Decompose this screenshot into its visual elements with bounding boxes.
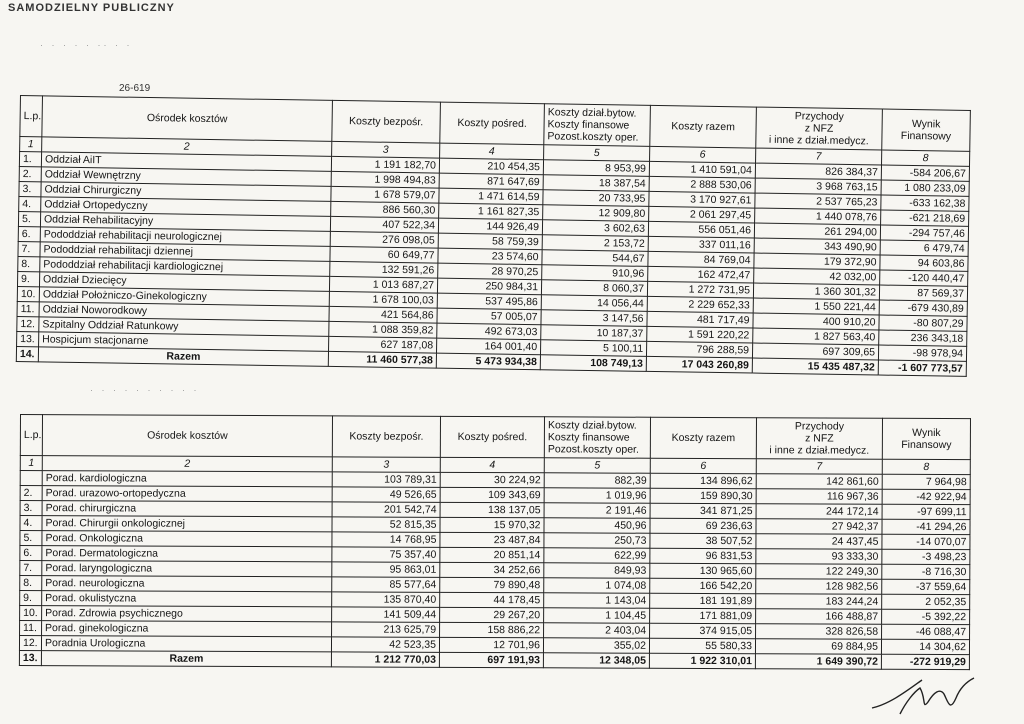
cost-center-cell: Razem bbox=[38, 347, 328, 367]
total-costs-cell: 556 051,46 bbox=[648, 221, 754, 238]
indirect-costs-header: Koszty pośred. bbox=[440, 102, 545, 145]
table-body bbox=[19, 456, 970, 670]
cost-center-cell: Porad. Dermatologiczna bbox=[42, 546, 332, 562]
direct-costs-cell: 132 591,26 bbox=[330, 261, 438, 278]
lp-cell: 6. bbox=[18, 226, 40, 241]
direct-costs-cell: 627 187,08 bbox=[329, 336, 437, 353]
revenue-cell: 42 032,00 bbox=[754, 268, 880, 285]
indirect-costs-cell: 34 252,66 bbox=[440, 562, 544, 577]
revenue-header-line2: z NFZ bbox=[804, 122, 834, 135]
result-cell: 94 603,86 bbox=[880, 255, 968, 271]
indirect-costs-cell: 158 886,22 bbox=[440, 622, 544, 637]
column-index-cell: 4 bbox=[440, 143, 544, 160]
cost-center-cell: Porad. okulistyczna bbox=[42, 591, 332, 607]
result-cell: -14 070,07 bbox=[882, 534, 970, 549]
direct-costs-header: Koszty bezpośr. bbox=[332, 100, 441, 143]
cost-center-cell: Poradnia Urologiczna bbox=[41, 636, 331, 652]
result-cell: -294 757,46 bbox=[880, 225, 968, 241]
revenue-cell: 15 435 487,32 bbox=[752, 358, 878, 375]
total-costs-cell: 17 043 260,89 bbox=[646, 356, 752, 373]
revenue-cell: 116 967,36 bbox=[756, 489, 882, 505]
column-index-cell: 6 bbox=[650, 458, 756, 473]
cost-center-cell: Porad. neurologiczna bbox=[42, 576, 332, 592]
other-costs-header-line2: Koszty finansowe bbox=[547, 431, 630, 444]
cost-center-cell: Oddział Ortopedyczny bbox=[41, 197, 331, 217]
column-index-cell: 1 bbox=[20, 137, 42, 152]
other-costs-cell: 2 403,04 bbox=[544, 623, 650, 638]
lp-cell: 3. bbox=[20, 501, 42, 516]
total-costs-cell: 796 288,59 bbox=[646, 341, 752, 358]
direct-costs-cell: 103 789,31 bbox=[332, 472, 440, 487]
lp-cell: 9. bbox=[20, 591, 42, 606]
other-costs-cell: 450,96 bbox=[544, 518, 650, 533]
other-costs-header-line2: Koszty finansowe bbox=[547, 118, 630, 132]
total-costs-cell: 374 915,05 bbox=[650, 623, 756, 638]
revenue-cell: 1 827 563,40 bbox=[753, 328, 879, 345]
other-costs-header bbox=[544, 104, 651, 147]
indirect-costs-cell: 697 191,93 bbox=[439, 652, 543, 667]
other-costs-cell: 8 953,99 bbox=[543, 160, 649, 177]
cost-center-cell: Porad. laryngologiczna bbox=[42, 561, 332, 577]
direct-costs-cell: 1 678 579,07 bbox=[331, 186, 439, 203]
revenue-cell: 2 537 765,23 bbox=[755, 193, 881, 210]
other-costs-cell: 1 143,04 bbox=[544, 593, 650, 608]
revenue-cell: 128 982,56 bbox=[756, 579, 882, 595]
cost-center-cell: Razem bbox=[41, 651, 331, 667]
other-costs-cell: 3 602,63 bbox=[542, 220, 648, 237]
total-costs-cell: 341 871,25 bbox=[650, 503, 756, 518]
other-costs-cell: 14 056,44 bbox=[541, 295, 647, 312]
result-cell: 1 080 233,09 bbox=[881, 180, 969, 196]
cost-centers-table-hospital bbox=[16, 95, 971, 377]
revenue-cell: 244 172,14 bbox=[756, 504, 882, 520]
column-index-cell: 2 bbox=[42, 456, 332, 472]
indirect-costs-cell: 79 890,48 bbox=[440, 577, 544, 592]
total-costs-cell: 55 580,33 bbox=[649, 638, 755, 653]
total-costs-cell: 481 717,49 bbox=[647, 311, 753, 328]
result-cell: -46 088,47 bbox=[882, 624, 970, 639]
direct-costs-cell: 1 212 770,03 bbox=[331, 652, 439, 667]
result-header-line1: Wynik bbox=[912, 426, 941, 440]
cost-center-cell: Porad. urazowo-ortopedyczna bbox=[42, 486, 332, 502]
cost-center-cell: Hospicjum stacjonarne bbox=[39, 332, 329, 352]
cost-center-cell: Porad. kardiologiczna bbox=[42, 471, 332, 487]
direct-costs-cell: 1 191 182,70 bbox=[331, 156, 439, 173]
column-index-cell: 5 bbox=[544, 458, 650, 473]
indirect-costs-cell: 44 178,45 bbox=[440, 592, 544, 607]
direct-costs-cell: 886 560,30 bbox=[331, 201, 439, 218]
other-costs-cell: 1 074,08 bbox=[544, 578, 650, 593]
result-header-line1: Wynik bbox=[911, 118, 941, 131]
column-index-cell: 8 bbox=[882, 150, 970, 166]
result-header-line2: Finansowy bbox=[901, 438, 952, 452]
result-cell: -80 807,29 bbox=[879, 315, 967, 331]
direct-costs-cell: 1 013 687,27 bbox=[329, 276, 437, 293]
column-index-cell: 4 bbox=[440, 457, 544, 472]
revenue-header-line3: i inne z dział.medycz. bbox=[768, 133, 869, 148]
lp-cell: 4. bbox=[20, 516, 42, 531]
cost-center-cell: Pododdział rehabilitacji neurologicznej bbox=[40, 227, 330, 247]
result-cell: -3 498,23 bbox=[882, 549, 970, 564]
lp-cell: 7. bbox=[20, 561, 42, 576]
lp-header: L.p. bbox=[20, 96, 43, 137]
lp-cell: 11. bbox=[20, 621, 42, 636]
direct-costs-header: Koszty bezpośr. bbox=[332, 416, 440, 457]
total-costs-header: Koszty razem bbox=[650, 105, 757, 148]
lp-cell: 13. bbox=[17, 331, 39, 346]
column-index-cell: 5 bbox=[544, 145, 650, 162]
other-costs-cell: 18 387,54 bbox=[543, 175, 649, 192]
lp-cell: 8. bbox=[18, 256, 40, 271]
direct-costs-cell: 201 542,74 bbox=[332, 502, 440, 517]
cost-center-cell: Oddział Noworodkowy bbox=[39, 302, 329, 322]
table-body bbox=[16, 137, 969, 377]
direct-costs-cell: 276 098,05 bbox=[330, 231, 438, 248]
total-costs-cell: 3 170 927,61 bbox=[649, 191, 755, 208]
revenue-header-line1: Przychody bbox=[794, 420, 844, 433]
result-cell: -97 699,11 bbox=[882, 504, 970, 519]
other-costs-cell: 108 749,13 bbox=[540, 355, 646, 372]
other-costs-cell: 10 187,37 bbox=[541, 325, 647, 342]
cost-center-cell: Szpitalny Oddział Ratunkowy bbox=[39, 317, 329, 337]
other-costs-cell: 12 909,80 bbox=[543, 205, 649, 222]
result-cell: -584 206,67 bbox=[881, 165, 969, 181]
direct-costs-cell: 14 768,95 bbox=[332, 532, 440, 547]
indirect-costs-cell: 537 495,86 bbox=[437, 293, 541, 310]
lp-cell: 10. bbox=[20, 606, 42, 621]
other-costs-cell: 910,96 bbox=[542, 265, 648, 282]
revenue-cell: 142 861,60 bbox=[756, 474, 882, 490]
indirect-costs-cell: 20 851,14 bbox=[440, 547, 544, 562]
lp-cell: 2. bbox=[19, 166, 41, 181]
other-costs-cell: 20 733,95 bbox=[543, 190, 649, 207]
other-costs-cell: 355,02 bbox=[543, 638, 649, 653]
total-costs-cell: 130 965,60 bbox=[650, 563, 756, 578]
other-costs-cell: 2 153,72 bbox=[542, 235, 648, 252]
column-index-cell: 7 bbox=[756, 459, 882, 475]
result-cell: 6 479,74 bbox=[880, 240, 968, 256]
revenue-cell: 343 490,90 bbox=[754, 238, 880, 255]
lp-cell: 11. bbox=[17, 301, 39, 316]
cost-center-cell: Oddział Chirurgiczny bbox=[41, 182, 331, 202]
other-costs-cell: 3 147,56 bbox=[541, 310, 647, 327]
total-costs-cell: 181 191,89 bbox=[650, 593, 756, 608]
other-costs-cell: 1 019,96 bbox=[544, 488, 650, 503]
total-costs-cell: 1 410 591,04 bbox=[649, 161, 755, 178]
revenue-cell: 261 294,00 bbox=[754, 223, 880, 240]
direct-costs-cell: 85 577,64 bbox=[332, 577, 440, 592]
revenue-cell: 3 968 763,15 bbox=[755, 178, 881, 195]
indirect-costs-cell: 492 673,03 bbox=[437, 323, 541, 340]
revenue-cell: 166 488,87 bbox=[756, 609, 882, 625]
result-header-line2: Finansowy bbox=[900, 129, 952, 143]
direct-costs-cell: 95 863,01 bbox=[332, 562, 440, 577]
indirect-costs-cell: 210 454,35 bbox=[439, 158, 543, 175]
revenue-cell: 24 437,45 bbox=[756, 534, 882, 550]
indirect-costs-cell: 29 267,20 bbox=[440, 607, 544, 622]
header-row bbox=[20, 415, 970, 460]
cost-center-cell: Porad. Chirurgii onkologicznej bbox=[42, 516, 332, 532]
other-costs-header-line3: Pozost.koszty oper. bbox=[547, 443, 639, 456]
document-header: SAMODZIELNY PUBLICZNY bbox=[8, 2, 175, 14]
direct-costs-cell: 141 509,44 bbox=[332, 607, 440, 622]
result-cell: 2 052,35 bbox=[882, 594, 970, 609]
result-cell: -272 919,29 bbox=[881, 654, 969, 669]
result-cell: -5 392,22 bbox=[882, 609, 970, 624]
other-costs-cell: 2 191,46 bbox=[544, 503, 650, 518]
revenue-cell: 826 384,37 bbox=[755, 163, 881, 180]
lp-cell: 3. bbox=[19, 181, 41, 196]
other-costs-cell: 622,99 bbox=[544, 548, 650, 563]
column-index-cell: 7 bbox=[756, 148, 882, 165]
result-cell: 87 569,37 bbox=[879, 285, 967, 301]
other-costs-header-line1: Koszty dział.bytow. bbox=[547, 419, 637, 432]
cost-center-cell: Oddział Dziecięcy bbox=[39, 272, 329, 292]
lp-cell bbox=[20, 471, 42, 486]
result-cell: -8 716,30 bbox=[882, 564, 970, 579]
cost-center-cell: Pododdział rehabilitacji kardiologicznej bbox=[40, 257, 330, 277]
result-cell: 236 343,18 bbox=[879, 330, 967, 346]
direct-costs-cell: 421 564,86 bbox=[329, 306, 437, 323]
handwritten-signature bbox=[870, 668, 980, 718]
column-index-cell: 6 bbox=[650, 146, 756, 163]
direct-costs-cell: 52 815,35 bbox=[332, 517, 440, 532]
revenue-cell: 69 884,95 bbox=[755, 639, 881, 655]
indirect-costs-cell: 144 926,49 bbox=[438, 218, 542, 235]
other-costs-cell: 12 348,05 bbox=[543, 653, 649, 668]
scan-noise: · · · · · ·· · · bbox=[40, 40, 133, 50]
total-costs-cell: 38 507,52 bbox=[650, 533, 756, 548]
revenue-cell: 27 942,37 bbox=[756, 519, 882, 535]
total-costs-cell: 1 591 220,22 bbox=[647, 326, 753, 343]
direct-costs-cell: 1 088 359,82 bbox=[329, 321, 437, 338]
other-costs-cell: 544,67 bbox=[542, 250, 648, 267]
lp-cell: 12. bbox=[19, 636, 41, 651]
total-costs-cell: 162 472,47 bbox=[648, 266, 754, 283]
revenue-cell: 179 372,90 bbox=[754, 253, 880, 270]
result-cell: -41 294,26 bbox=[882, 519, 970, 534]
direct-costs-cell: 1 998 494,83 bbox=[331, 171, 439, 188]
total-costs-cell: 2 888 530,06 bbox=[649, 176, 755, 193]
indirect-costs-cell: 1 161 827,35 bbox=[439, 203, 543, 220]
indirect-costs-cell: 30 224,92 bbox=[440, 472, 544, 487]
scan-noise: · · · · · · · · · · bbox=[90, 385, 200, 395]
total-costs-cell: 159 890,30 bbox=[650, 488, 756, 503]
indirect-costs-cell: 871 647,69 bbox=[439, 173, 543, 190]
total-costs-cell: 134 896,62 bbox=[650, 473, 756, 488]
document-reference: 26-619 bbox=[119, 83, 151, 94]
total-costs-cell: 2 061 297,45 bbox=[649, 206, 755, 223]
direct-costs-cell: 75 357,40 bbox=[332, 547, 440, 562]
cost-center-cell: Porad. Zdrowia psychicznego bbox=[42, 606, 332, 622]
total-costs-cell: 166 542,20 bbox=[650, 578, 756, 593]
other-costs-header-line3: Pozost.koszty oper. bbox=[547, 130, 639, 144]
indirect-costs-header: Koszty pośred. bbox=[440, 416, 544, 457]
other-costs-cell: 5 100,11 bbox=[540, 340, 646, 357]
direct-costs-cell: 135 870,40 bbox=[332, 592, 440, 607]
result-cell: -37 559,64 bbox=[882, 579, 970, 594]
indirect-costs-cell: 109 343,69 bbox=[440, 487, 544, 502]
result-cell: 14 304,62 bbox=[881, 639, 969, 654]
result-cell: -98 978,94 bbox=[878, 345, 966, 361]
table-row bbox=[19, 650, 969, 669]
indirect-costs-cell: 5 473 934,38 bbox=[436, 353, 540, 370]
direct-costs-cell: 42 523,35 bbox=[331, 637, 439, 652]
total-costs-header: Koszty razem bbox=[650, 417, 756, 458]
other-costs-header bbox=[544, 417, 650, 458]
result-header bbox=[882, 418, 970, 459]
direct-costs-cell: 49 526,65 bbox=[332, 487, 440, 502]
column-index-cell: 2 bbox=[42, 137, 332, 157]
column-index-cell: 1 bbox=[20, 456, 42, 471]
column-index-cell: 3 bbox=[332, 457, 440, 472]
lp-cell: 1. bbox=[19, 152, 41, 167]
lp-header: L.p. bbox=[20, 415, 42, 456]
revenue-cell: 122 249,30 bbox=[756, 564, 882, 580]
revenue-header bbox=[756, 418, 882, 460]
lp-cell: 4. bbox=[19, 196, 41, 211]
cost-centers-table-clinics bbox=[19, 414, 971, 670]
indirect-costs-cell: 57 005,07 bbox=[437, 308, 541, 325]
indirect-costs-cell: 12 701,96 bbox=[439, 637, 543, 652]
direct-costs-cell: 1 678 100,03 bbox=[329, 291, 437, 308]
cost-center-cell: Pododdział rehabilitacji dziennej bbox=[40, 242, 330, 262]
direct-costs-cell: 213 625,79 bbox=[332, 622, 440, 637]
other-costs-header-line1: Koszty dział.bytow. bbox=[547, 106, 637, 120]
total-costs-cell: 84 769,04 bbox=[648, 251, 754, 268]
indirect-costs-cell: 164 001,40 bbox=[436, 338, 540, 355]
revenue-cell: 1 550 221,44 bbox=[753, 298, 879, 315]
result-header bbox=[882, 109, 971, 151]
revenue-header bbox=[756, 107, 883, 150]
lp-cell: 6. bbox=[20, 546, 42, 561]
lp-cell: 5. bbox=[18, 211, 40, 226]
indirect-costs-cell: 250 984,31 bbox=[437, 278, 541, 295]
other-costs-cell: 8 060,37 bbox=[541, 280, 647, 297]
lp-cell: 14. bbox=[16, 346, 38, 361]
revenue-header-line1: Przychody bbox=[794, 110, 844, 123]
lp-cell: 8. bbox=[20, 576, 42, 591]
revenue-cell: 93 333,30 bbox=[756, 549, 882, 565]
revenue-header-line2: z NFZ bbox=[805, 432, 834, 445]
lp-cell: 10. bbox=[17, 286, 39, 301]
result-cell: -621 218,69 bbox=[881, 210, 969, 226]
revenue-cell: 1 360 301,32 bbox=[753, 283, 879, 300]
cost-center-cell: Oddział Wewnętrzny bbox=[41, 167, 331, 187]
lp-cell: 9. bbox=[17, 271, 39, 286]
result-cell: -120 440,47 bbox=[880, 270, 968, 286]
other-costs-cell: 849,93 bbox=[544, 563, 650, 578]
indirect-costs-cell: 58 759,39 bbox=[438, 233, 542, 250]
other-costs-cell: 1 104,45 bbox=[544, 608, 650, 623]
total-costs-cell: 337 011,16 bbox=[648, 236, 754, 253]
column-index-cell: 8 bbox=[882, 459, 970, 474]
indirect-costs-cell: 138 137,05 bbox=[440, 502, 544, 517]
result-cell: -1 607 773,57 bbox=[878, 360, 966, 376]
revenue-cell: 697 309,65 bbox=[752, 343, 878, 360]
lp-cell: 2. bbox=[20, 486, 42, 501]
direct-costs-cell: 407 522,34 bbox=[330, 216, 438, 233]
lp-cell: 5. bbox=[20, 531, 42, 546]
total-costs-cell: 1 922 310,01 bbox=[649, 653, 755, 668]
total-costs-cell: 2 229 652,33 bbox=[647, 296, 753, 313]
total-costs-cell: 171 881,09 bbox=[650, 608, 756, 623]
revenue-cell: 1 649 390,72 bbox=[755, 654, 881, 670]
result-cell: -42 922,94 bbox=[882, 489, 970, 504]
revenue-cell: 328 826,58 bbox=[756, 624, 882, 640]
result-cell: -633 162,38 bbox=[881, 195, 969, 211]
indirect-costs-cell: 15 970,32 bbox=[440, 517, 544, 532]
cost-center-header: Ośrodek kosztów bbox=[42, 96, 333, 142]
total-costs-cell: 1 272 731,95 bbox=[647, 281, 753, 298]
revenue-header-line3: i inne z dział.medycz. bbox=[769, 444, 870, 457]
revenue-cell: 183 244,24 bbox=[756, 594, 882, 610]
cost-center-cell: Oddział AiIT bbox=[41, 152, 331, 172]
indirect-costs-cell: 23 574,60 bbox=[438, 248, 542, 265]
column-index-cell: 3 bbox=[332, 141, 440, 158]
lp-cell: 12. bbox=[17, 316, 39, 331]
indirect-costs-cell: 28 970,25 bbox=[438, 263, 542, 280]
result-cell: -679 430,89 bbox=[879, 300, 967, 316]
cost-center-cell: Oddział Rehabilitacyjny bbox=[40, 212, 330, 232]
cost-center-header: Ośrodek kosztów bbox=[42, 415, 332, 457]
total-costs-cell: 69 236,63 bbox=[650, 518, 756, 533]
revenue-cell: 400 910,20 bbox=[753, 313, 879, 330]
direct-costs-cell: 11 460 577,38 bbox=[328, 351, 436, 368]
cost-center-cell: Oddział Położniczo-Ginekologiczny bbox=[39, 287, 329, 307]
lp-cell: 7. bbox=[18, 241, 40, 256]
result-cell: 7 964,98 bbox=[882, 474, 970, 489]
revenue-cell: 1 440 078,76 bbox=[755, 208, 881, 225]
direct-costs-cell: 60 649,77 bbox=[330, 246, 438, 263]
other-costs-cell: 882,39 bbox=[544, 473, 650, 488]
other-costs-cell: 250,73 bbox=[544, 533, 650, 548]
cost-center-cell: Porad. Onkologiczna bbox=[42, 531, 332, 547]
indirect-costs-cell: 1 471 614,59 bbox=[439, 188, 543, 205]
cost-center-cell: Porad. chirurgiczna bbox=[42, 501, 332, 517]
indirect-costs-cell: 23 487,84 bbox=[440, 532, 544, 547]
total-costs-cell: 96 831,53 bbox=[650, 548, 756, 563]
lp-cell: 13. bbox=[19, 650, 41, 665]
cost-center-cell: Porad. ginekologiczna bbox=[42, 621, 332, 637]
